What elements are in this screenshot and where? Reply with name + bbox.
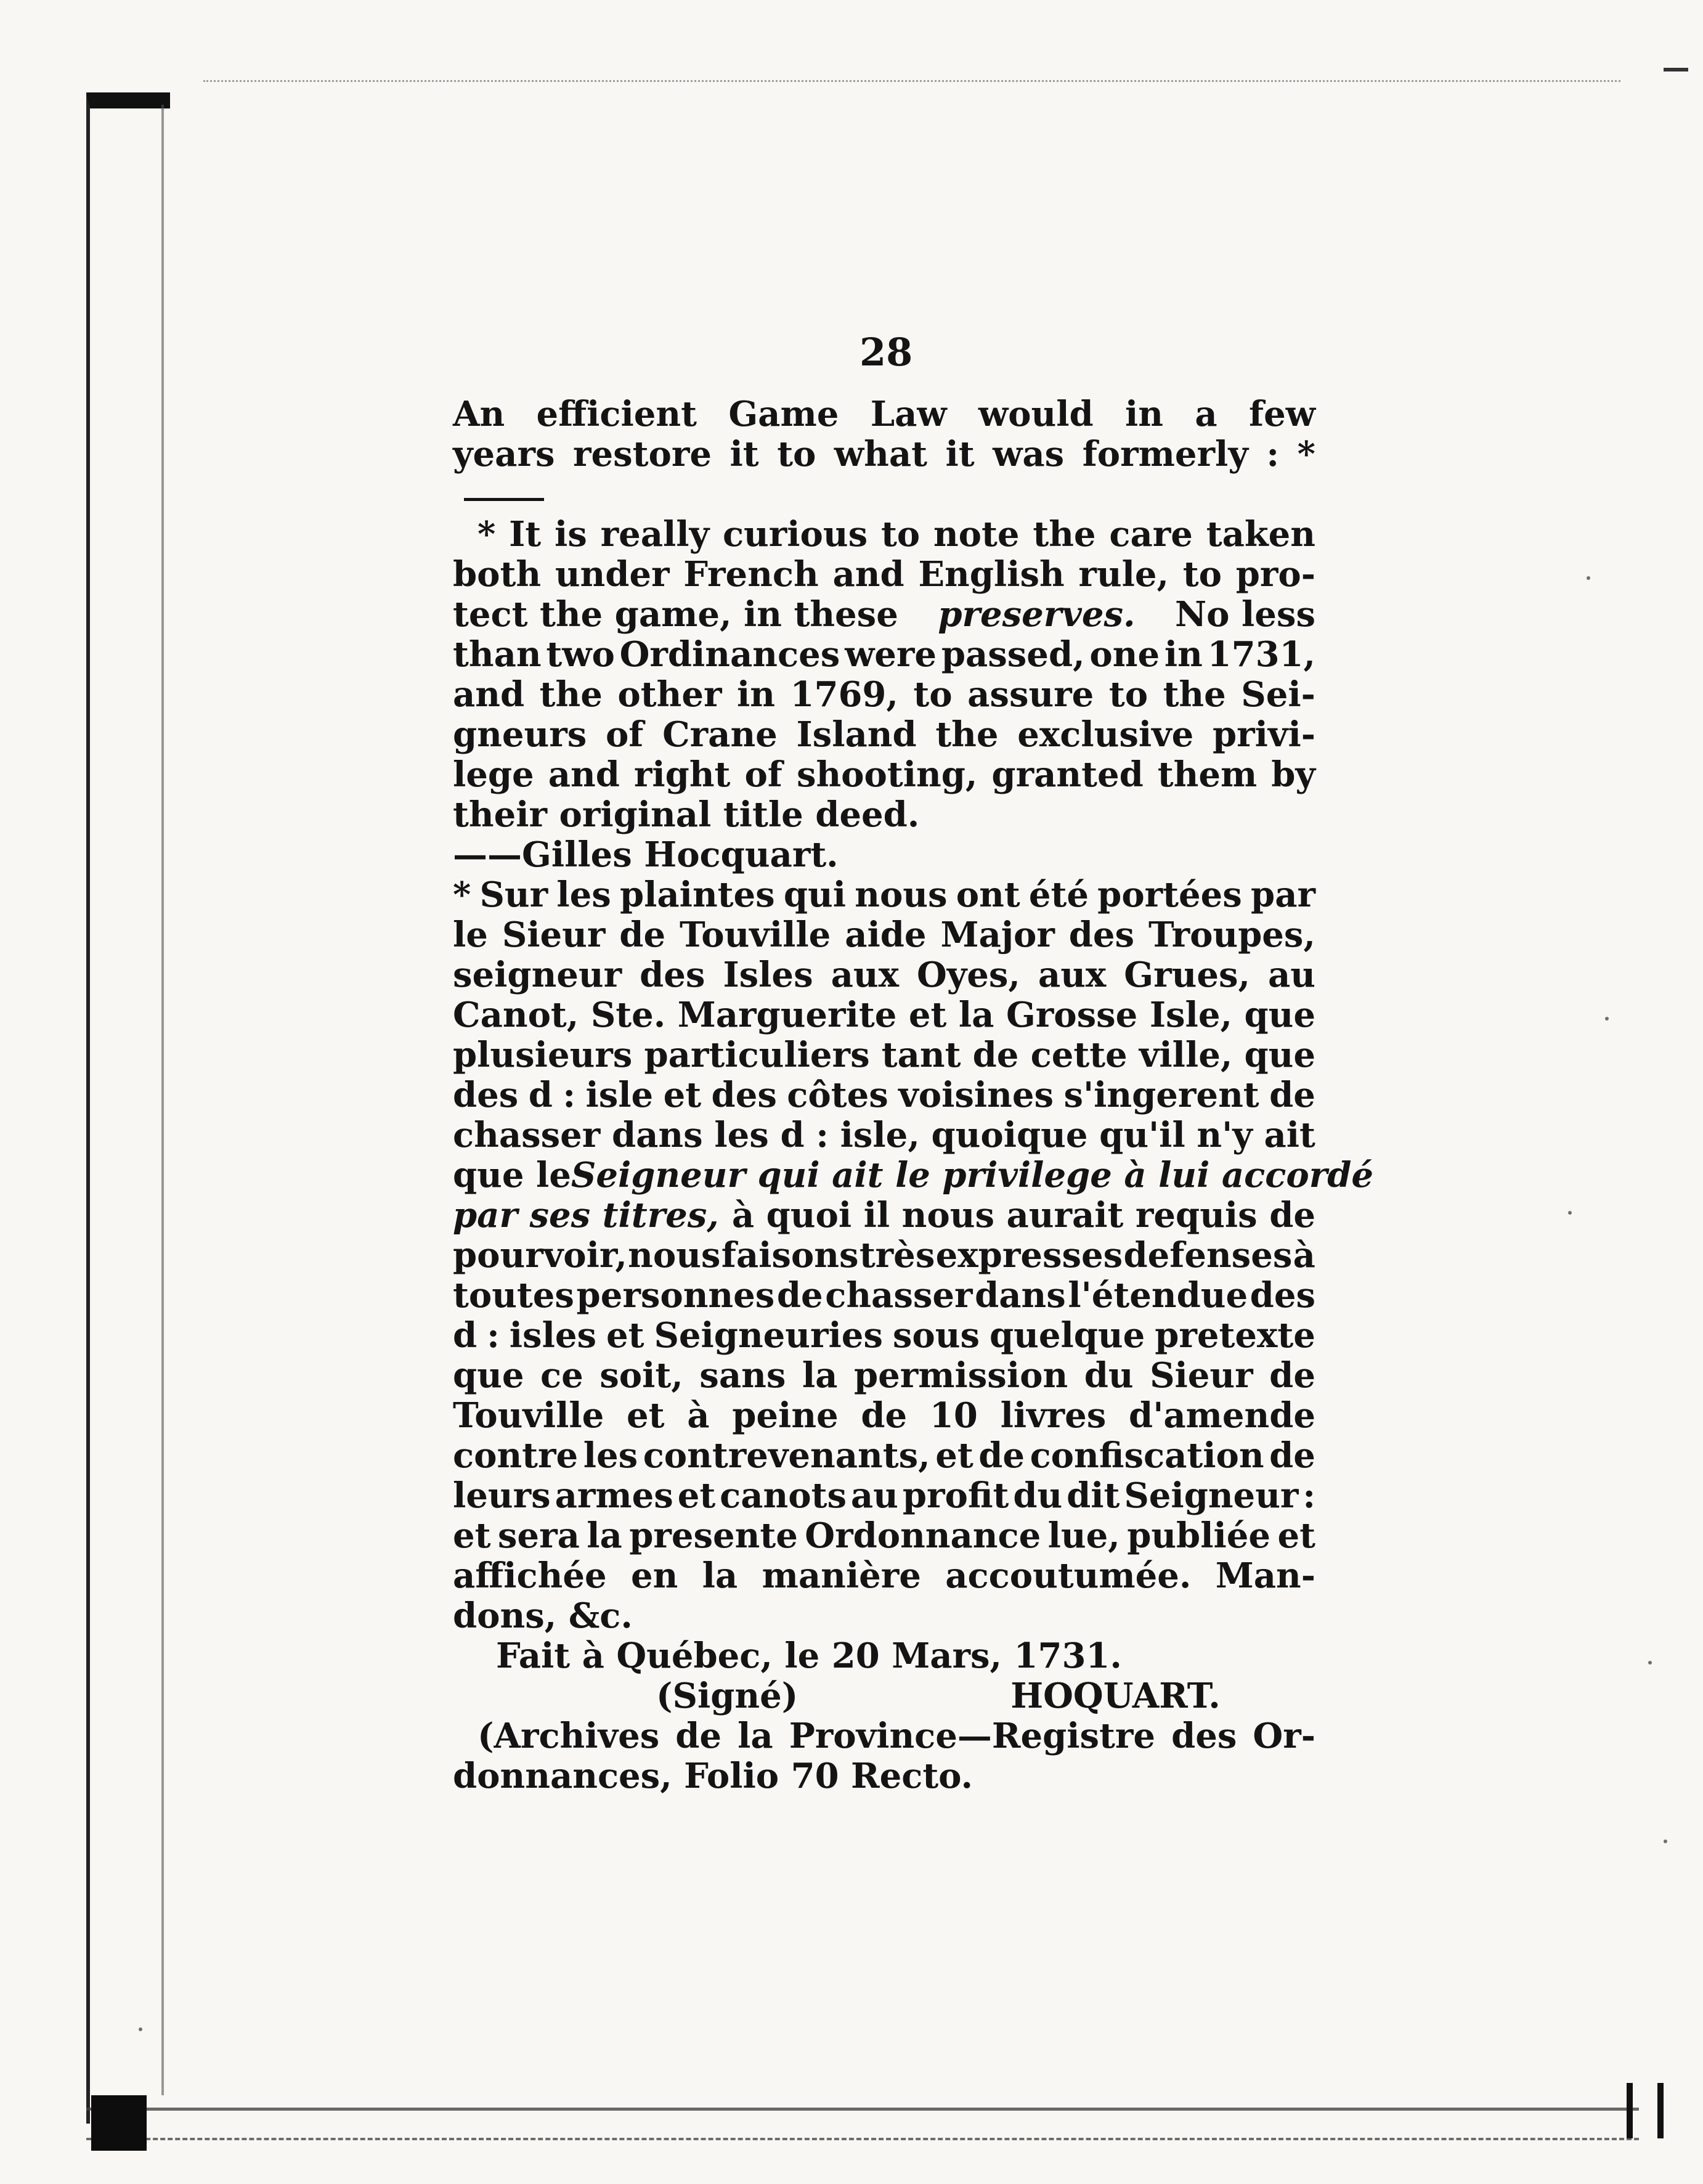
word: des xyxy=(1068,915,1135,955)
word: two xyxy=(546,634,615,675)
word: peine xyxy=(732,1395,839,1436)
word: de xyxy=(1269,1435,1315,1476)
word: to xyxy=(913,674,953,715)
word: quelque xyxy=(990,1315,1145,1356)
word: other xyxy=(617,674,722,715)
word: chasser xyxy=(453,1115,601,1155)
word: curious xyxy=(722,514,868,555)
word: ce xyxy=(540,1355,583,1396)
word: it xyxy=(945,434,975,475)
word: 1769, xyxy=(790,674,898,715)
word: personnes xyxy=(576,1275,775,1316)
word: d xyxy=(780,1115,805,1155)
word: pourvoir, xyxy=(453,1235,627,1276)
page-body xyxy=(453,394,1374,1796)
ordinance-line xyxy=(453,1115,1315,1155)
word: profit xyxy=(902,1475,1009,1516)
word: leurs xyxy=(453,1475,551,1516)
word: Game xyxy=(728,394,839,434)
word: 1731, xyxy=(1207,634,1315,675)
word: the xyxy=(1163,674,1226,715)
word: Marguerite xyxy=(677,995,897,1035)
scan-speck xyxy=(1605,1017,1609,1021)
word: en xyxy=(630,1555,678,1596)
word: under xyxy=(555,554,670,595)
body-line xyxy=(453,394,1315,434)
ordinance-line xyxy=(453,1035,1315,1075)
word: to xyxy=(880,514,921,555)
word: publiée xyxy=(1127,1515,1271,1556)
scan-left-shadow xyxy=(161,105,164,2095)
word: privi- xyxy=(1212,714,1315,755)
word: : xyxy=(1303,1475,1315,1516)
word: Touville xyxy=(679,915,831,955)
word: dans xyxy=(611,1115,703,1155)
word: que xyxy=(453,1355,524,1396)
spacer xyxy=(798,1676,1010,1716)
archive-line: donnances, Folio 70 Recto. xyxy=(453,1756,973,1796)
signed-label: (Signé) xyxy=(656,1676,799,1716)
word: the xyxy=(539,674,603,715)
word: toutes xyxy=(453,1275,574,1316)
word: et xyxy=(908,995,947,1035)
word: Man- xyxy=(1215,1555,1315,1596)
word: defenses xyxy=(1123,1235,1293,1276)
word: Sei- xyxy=(1241,674,1315,715)
word: Isles xyxy=(723,955,813,995)
footnote-text: tect the game, in these xyxy=(453,594,898,635)
word: la xyxy=(802,1355,838,1396)
word: than xyxy=(453,634,542,675)
word: passed, xyxy=(941,634,1085,675)
word: Ordonnance xyxy=(805,1515,1041,1556)
word: really xyxy=(600,514,710,555)
word: gneurs xyxy=(453,714,587,755)
word: affichée xyxy=(453,1555,607,1596)
word: armes xyxy=(555,1475,673,1516)
word: formerly xyxy=(1082,434,1248,475)
word: (Archives xyxy=(478,1716,660,1756)
word: Sieur xyxy=(502,915,606,955)
word: des xyxy=(1250,1275,1315,1316)
word: * xyxy=(1297,434,1315,475)
word: was xyxy=(993,434,1065,475)
word: Touville xyxy=(453,1395,604,1436)
ordinance-line xyxy=(453,955,1315,995)
scan-corner-bottom-right xyxy=(1627,2083,1664,2138)
word: et xyxy=(663,1075,702,1115)
word: : xyxy=(1266,434,1280,475)
word: à xyxy=(687,1395,710,1436)
word: Island xyxy=(796,714,917,755)
word: côtes xyxy=(787,1075,888,1115)
word: nous xyxy=(628,1235,721,1276)
word: de xyxy=(675,1716,722,1756)
word: à xyxy=(1293,1235,1315,1276)
word: note xyxy=(933,514,1020,555)
word: dans xyxy=(975,1275,1066,1316)
ordinance-line xyxy=(453,1476,1315,1516)
word: quoique xyxy=(931,1115,1088,1155)
word: au xyxy=(1267,955,1315,995)
word: nous xyxy=(855,874,948,915)
word: de xyxy=(978,1435,1025,1476)
word: 10 xyxy=(929,1395,978,1436)
word: d xyxy=(453,1315,478,1356)
word: * xyxy=(478,514,496,555)
word: et xyxy=(606,1315,644,1356)
word: efficient xyxy=(536,394,697,434)
word: du xyxy=(1084,1355,1134,1396)
scan-bottom-border xyxy=(86,2108,1639,2111)
footnote-line xyxy=(453,755,1315,795)
word: les xyxy=(583,1435,638,1476)
word: : xyxy=(816,1115,829,1155)
word: la xyxy=(587,1515,622,1556)
word: été xyxy=(1028,874,1089,915)
word: livres xyxy=(1000,1395,1107,1436)
word: presente xyxy=(629,1515,798,1556)
word: the xyxy=(1033,514,1096,555)
scan-top-edge xyxy=(203,74,1620,82)
scan-speck xyxy=(139,2027,142,2031)
word: permission xyxy=(853,1355,1068,1396)
footnote-italic: preserves. xyxy=(938,594,1136,635)
word: et xyxy=(627,1395,665,1436)
ordinance-line xyxy=(453,1516,1315,1556)
word: de xyxy=(1269,1075,1315,1115)
scan-bottom-edge xyxy=(86,2135,1639,2140)
word: lege xyxy=(453,754,534,795)
ordinance-line xyxy=(453,1356,1315,1396)
word: expresses xyxy=(935,1235,1123,1276)
word: le xyxy=(453,915,488,955)
word: les xyxy=(714,1115,769,1155)
word: the xyxy=(935,714,999,755)
word: and xyxy=(548,754,620,795)
word: by xyxy=(1271,754,1315,795)
ordinance-line xyxy=(453,1196,1315,1236)
word: assure xyxy=(967,674,1094,715)
word: au xyxy=(850,1475,898,1516)
word: one xyxy=(1089,634,1160,675)
word: des xyxy=(711,1075,777,1115)
word: et xyxy=(935,1435,973,1476)
ordinance-line xyxy=(453,1276,1315,1316)
word: what xyxy=(834,434,927,475)
word: l'étendue xyxy=(1068,1275,1248,1316)
scan-left-border xyxy=(86,92,170,2124)
word: tant xyxy=(881,1035,961,1075)
word: lue, xyxy=(1047,1515,1120,1556)
ordinance-line xyxy=(453,1236,1315,1276)
word: * xyxy=(453,874,471,915)
word: particuliers xyxy=(644,1035,870,1075)
word: Seigneuries xyxy=(654,1315,883,1356)
ordinance-line xyxy=(453,1155,1374,1196)
word: years xyxy=(453,434,555,475)
word: both xyxy=(453,554,542,595)
ordinance-line xyxy=(453,1556,1315,1596)
word: d'amende xyxy=(1129,1395,1315,1436)
ordinance-line xyxy=(453,915,1315,955)
word: Crane xyxy=(662,714,778,755)
word: s'ingerent xyxy=(1063,1075,1259,1115)
word: du xyxy=(1013,1475,1063,1516)
word: contre xyxy=(453,1435,579,1476)
word: faisons xyxy=(721,1235,859,1276)
word: la xyxy=(702,1555,738,1596)
word: Law xyxy=(870,394,947,434)
ordinance-line xyxy=(453,1075,1315,1115)
word: rule, xyxy=(1078,554,1169,595)
word: de xyxy=(1269,1355,1315,1396)
word: la xyxy=(958,995,994,1035)
word: to xyxy=(777,434,816,475)
footnote-line xyxy=(453,715,1315,755)
word: aux xyxy=(831,955,899,995)
word: Sur xyxy=(479,874,548,915)
footnote-line: their original title deed. xyxy=(453,794,920,835)
word: sans xyxy=(699,1355,786,1396)
word: très xyxy=(859,1235,935,1276)
word: soit, xyxy=(600,1355,683,1396)
word: Canot, xyxy=(453,995,579,1035)
archive-line xyxy=(453,1716,1315,1756)
word: accoutumée. xyxy=(945,1555,1192,1596)
word: exclusive xyxy=(1017,714,1194,755)
word: des xyxy=(640,955,705,995)
date-line: Fait à Québec, le 20 Mars, 1731. xyxy=(496,1636,1122,1676)
word: des xyxy=(1171,1716,1237,1756)
word: portées xyxy=(1097,874,1242,915)
word: que xyxy=(1244,995,1315,1035)
footnote-line xyxy=(453,675,1315,715)
word: seigneur xyxy=(453,955,622,995)
word: des xyxy=(453,1075,519,1115)
word: n'y xyxy=(1197,1115,1253,1155)
word: Sieur xyxy=(1150,1355,1253,1396)
word: pro- xyxy=(1235,554,1315,595)
word: plaintes xyxy=(619,874,775,915)
word: et xyxy=(1277,1515,1315,1556)
word: de xyxy=(619,915,666,955)
scan-speck xyxy=(1648,1661,1652,1664)
word: Grosse xyxy=(1006,995,1138,1035)
word: them xyxy=(1157,754,1258,795)
word: Ordinances xyxy=(619,634,840,675)
word: Isle, xyxy=(1149,995,1232,1035)
ordinance-line xyxy=(453,875,1315,915)
word: et xyxy=(453,1515,491,1556)
word: taken xyxy=(1206,514,1315,555)
word: les xyxy=(556,874,611,915)
word: ont xyxy=(956,874,1020,915)
word: Grues, xyxy=(1124,955,1250,995)
scan-right-mark xyxy=(1664,68,1688,71)
word: Oyes, xyxy=(916,955,1020,995)
word: qu'il xyxy=(1099,1115,1185,1155)
word: plusieurs xyxy=(453,1035,633,1075)
word: : xyxy=(563,1075,576,1115)
word: in xyxy=(1164,634,1203,675)
word: few xyxy=(1249,394,1315,434)
word: d xyxy=(528,1075,553,1115)
word: and xyxy=(453,674,525,715)
ordinance-line xyxy=(453,1396,1315,1436)
footnote-text: No less xyxy=(1174,594,1315,635)
ordinance-italic: Seigneur qui ait le privilege à lui accordé xyxy=(571,1155,1374,1196)
word: de xyxy=(861,1395,908,1436)
word: French xyxy=(683,554,819,595)
word: shooting, xyxy=(796,754,978,795)
word: Province—Registre xyxy=(789,1716,1156,1756)
ordinance-line xyxy=(453,1436,1315,1476)
word: isle xyxy=(585,1075,654,1115)
scan-speck xyxy=(1587,576,1590,580)
word: to xyxy=(1182,554,1222,595)
word: sous xyxy=(892,1315,980,1356)
word: Or- xyxy=(1253,1716,1315,1756)
spacer xyxy=(453,475,1315,515)
ordinance-line xyxy=(453,995,1315,1035)
word: Ste. xyxy=(590,995,666,1035)
ordinance-text: à quoi il nous aurait requis de xyxy=(731,1195,1315,1236)
word: of xyxy=(605,714,644,755)
word: : xyxy=(487,1315,500,1356)
word: in xyxy=(737,674,775,715)
footnote-line xyxy=(453,595,1315,635)
ordinance-line xyxy=(453,1316,1315,1356)
word: granted xyxy=(991,754,1144,795)
word: Major xyxy=(940,915,1055,955)
word: aux xyxy=(1038,955,1107,995)
ordinance-line: dons, &c. xyxy=(453,1595,633,1636)
word: pretexte xyxy=(1155,1315,1315,1356)
signed-name: HOQUART. xyxy=(1010,1676,1221,1716)
scan-corner-bottom-left xyxy=(91,2095,147,2151)
word: isle, xyxy=(840,1115,920,1155)
word: de xyxy=(776,1275,823,1316)
word: and xyxy=(832,554,904,595)
word: ville, xyxy=(1139,1035,1233,1075)
word: que xyxy=(1244,1035,1315,1075)
word: were xyxy=(845,634,937,675)
footnote-line xyxy=(453,515,1315,555)
word: sera xyxy=(497,1515,580,1556)
word: canots xyxy=(720,1475,847,1516)
word: voisines xyxy=(898,1075,1054,1115)
word: a xyxy=(1195,394,1217,434)
word: et xyxy=(677,1475,716,1516)
word: Seigneur xyxy=(1124,1475,1299,1516)
word: dit xyxy=(1067,1475,1120,1516)
word: It xyxy=(509,514,542,555)
word: English xyxy=(918,554,1065,595)
word: care xyxy=(1109,514,1193,555)
word: is xyxy=(554,514,587,555)
word: cette xyxy=(1030,1035,1128,1075)
ordinance-text: que le xyxy=(453,1155,571,1196)
word: to xyxy=(1108,674,1148,715)
page-number: 28 xyxy=(860,330,913,375)
word: confiscation xyxy=(1030,1435,1264,1476)
scan-speck xyxy=(1664,1840,1667,1843)
word: would xyxy=(978,394,1094,434)
word: of xyxy=(744,754,782,795)
footnote-line xyxy=(453,635,1315,675)
word: in xyxy=(1125,394,1163,434)
word: restore xyxy=(573,434,712,475)
word: manière xyxy=(762,1555,921,1596)
signature-line xyxy=(453,1676,1315,1716)
scan-speck xyxy=(1568,1211,1572,1215)
footnote-line xyxy=(453,555,1315,595)
body-line xyxy=(453,434,1315,475)
word: la xyxy=(738,1716,773,1756)
attribution: ——Gilles Hocquart. xyxy=(453,834,839,875)
word: par xyxy=(1251,874,1315,915)
ordinance-italic: par ses titres, xyxy=(453,1195,719,1236)
word: isles xyxy=(509,1315,596,1356)
word: chasser xyxy=(825,1275,973,1316)
word: aide xyxy=(845,915,927,955)
word: de xyxy=(972,1035,1019,1075)
word: right xyxy=(633,754,731,795)
word: qui xyxy=(783,874,847,915)
word: it xyxy=(730,434,759,475)
word: An xyxy=(453,394,505,434)
word: contrevenants, xyxy=(643,1435,930,1476)
word: Troupes, xyxy=(1148,915,1315,955)
word: ait xyxy=(1264,1115,1315,1155)
